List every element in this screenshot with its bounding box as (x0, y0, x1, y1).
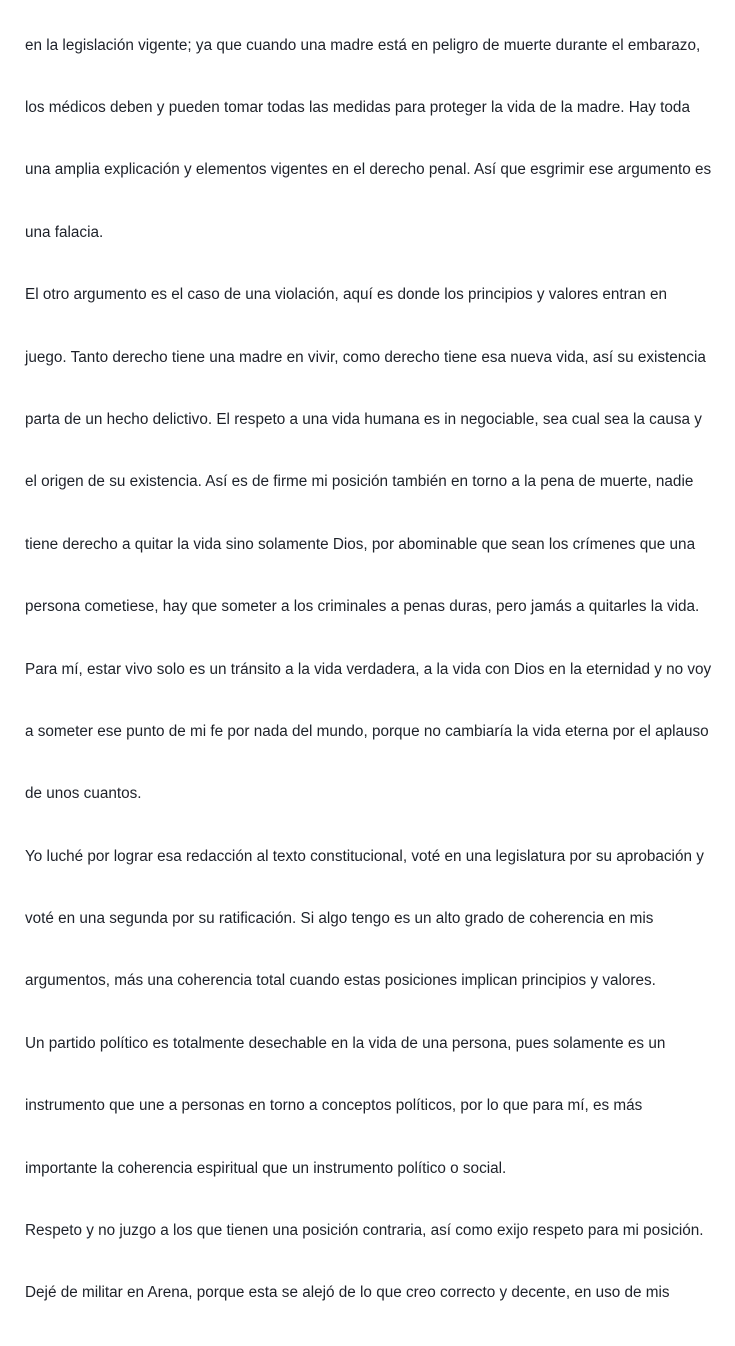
text-line: a someter ese punto de mi fe por nada del mundo, porque no cambiaría la vida eterna por el aplauso (25, 722, 709, 740)
text-line: una amplia explicación y elementos vigentes en el derecho penal. Así que esgrimir ese argumento es (25, 161, 712, 179)
text-line: de unos cuantos. (25, 785, 142, 803)
text-line: voté en una segunda por su ratificación. Si algo tengo es un alto grado de coherencia en mis (25, 910, 654, 928)
text-line: Para mí, estar vivo solo es un tránsito a la vida verdadera, a la vida con Dios en la eternidad y no voy (25, 660, 712, 678)
text-line: argumentos, más una coherencia total cuando estas posiciones implican principios y valores. (25, 972, 656, 990)
text-line: juego. Tanto derecho tiene una madre en vivir, como derecho tiene esa nueva vida, así su existencia (25, 348, 706, 366)
text-line: persona cometiese, hay que someter a los criminales a penas duras, pero jamás a quitarles la vida. (25, 598, 700, 616)
text-line: parta de un hecho delictivo. El respeto a una vida humana es in negociable, sea cual sea la causa y (25, 410, 702, 428)
text-line: importante la coherencia espiritual que un instrumento político o social. (25, 1159, 507, 1177)
text-line: Respeto y no juzgo a los que tienen una posición contraria, así como exijo respeto para mi posición. (25, 1222, 704, 1240)
text-line: tiene derecho a quitar la vida sino solamente Dios, por abominable que sean los crímenes que una (25, 535, 696, 553)
text-line: el origen de su existencia. Así es de firme mi posición también en torno a la pena de muerte, nadie (25, 473, 694, 491)
text-line: El otro argumento es el caso de una violación, aquí es donde los principios y valores entran en (25, 286, 668, 304)
text-line: una falacia. (25, 223, 104, 241)
text-line: Dejé de militar en Arena, porque esta se alejó de lo que creo correcto y decente, en uso de mis (25, 1284, 670, 1302)
text-line: Yo luché por lograr esa redacción al texto constitucional, voté en una legislatura por su aprobación y (25, 847, 704, 865)
text-line: los médicos deben y pueden tomar todas las medidas para proteger la vida de la madre. Hay toda (25, 98, 690, 116)
text-line: en la legislación vigente; ya que cuando una madre está en peligro de muerte durante el embarazo, (25, 36, 701, 54)
text-line: instrumento que une a personas en torno a conceptos políticos, por lo que para mí, es más (25, 1097, 643, 1115)
text-line: Un partido político es totalmente desechable en la vida de una persona, pues solamente es un (25, 1034, 666, 1052)
post-text (25, 0, 730, 1346)
